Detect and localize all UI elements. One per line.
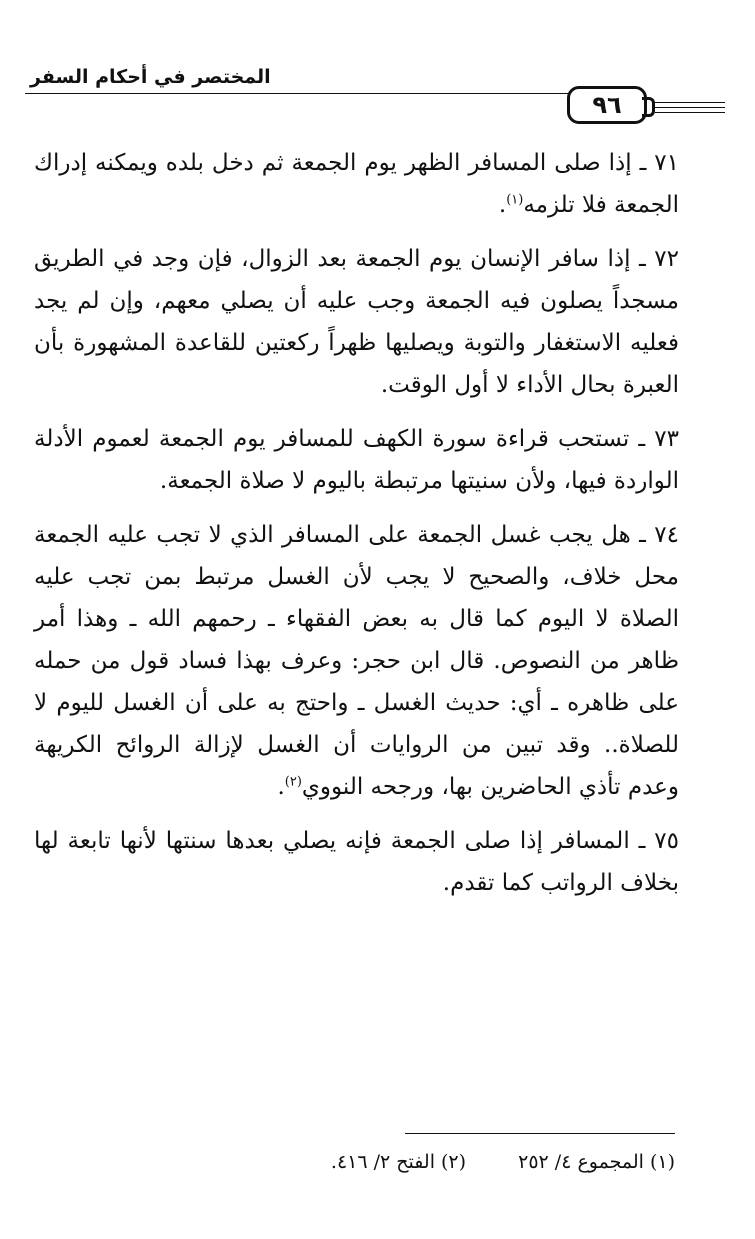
paragraph-75: ٧٥ ـ المسافر إذا صلى الجمعة فإنه يصلي بعدها سنتها لأنها تابعة لها بخلاف الرواتب كما تقدم. bbox=[34, 828, 679, 896]
footnote-separator bbox=[405, 1133, 675, 1134]
page-number: ٩٦ bbox=[592, 91, 622, 119]
page-body bbox=[34, 142, 679, 916]
footnote-2: (٢) الفتح ٢/ ٤١٦. bbox=[330, 1151, 467, 1173]
footnote-ref-1[interactable]: (١) bbox=[506, 192, 524, 208]
footnote-1: (١) المجموع ٤/ ٢٥٢ bbox=[518, 1151, 675, 1173]
running-header-title: المختصر في أحكام السفر bbox=[30, 66, 271, 88]
paragraph-74: ٧٤ ـ هل يجب غسل الجمعة على المسافر الذي لا تجب عليه الجمعة محل خلاف، والصحيح لا يجب لأن الغسل مرتبط بمن تجب عليه الصلاة لا اليوم كما قال به بعض الفقهاء ـ رحمهم الله ـ وهذا أمر ظاهر من النصوص. قال ابن حجر: وعرف بهذا فساد قول من حمله على ظاهره ـ أي: حديث الغسل ـ واحتج به على أن الغسل لليوم لا للصلاة.. وقد تبين من الروايات أن الغسل لإزالة الروائح الكريهة وعدم تأذي الحاضرين بها، ورجحه النووي$^{(٢)}$. bbox=[34, 522, 679, 800]
paragraph-73: ٧٣ ـ تستحب قراءة سورة الكهف للمسافر يوم الجمعة لعموم الأدلة الواردة فيها، ولأن سنيتها مرتبطة باليوم لا صلاة الجمعة. bbox=[34, 426, 679, 494]
header-rule bbox=[25, 93, 645, 94]
footnote-ref-2[interactable]: (٢) bbox=[284, 774, 302, 790]
paragraph-72: ٧٢ ـ إذا سافر الإنسان يوم الجمعة بعد الزوال، فإن وجد في الطريق مسجداً يصلون فيه الجمعة وجب عليه أن يصلي معهم، وإن لم يجد فعليه الاستغفار والتوبة ويصليها ظهراً ركعتين للقاعدة المشهورة بأن العبرة بحال الأداء لا أول الوقت. bbox=[34, 246, 679, 398]
header-ornament-lines bbox=[655, 102, 725, 117]
paragraph-71: ٧١ ـ إذا صلى المسافر الظهر يوم الجمعة ثم دخل بلده ويمكنه إدراك الجمعة فلا تلزمه$^{(١)}$. bbox=[34, 150, 679, 218]
footnotes bbox=[150, 1147, 675, 1177]
page-number-box bbox=[567, 86, 647, 124]
